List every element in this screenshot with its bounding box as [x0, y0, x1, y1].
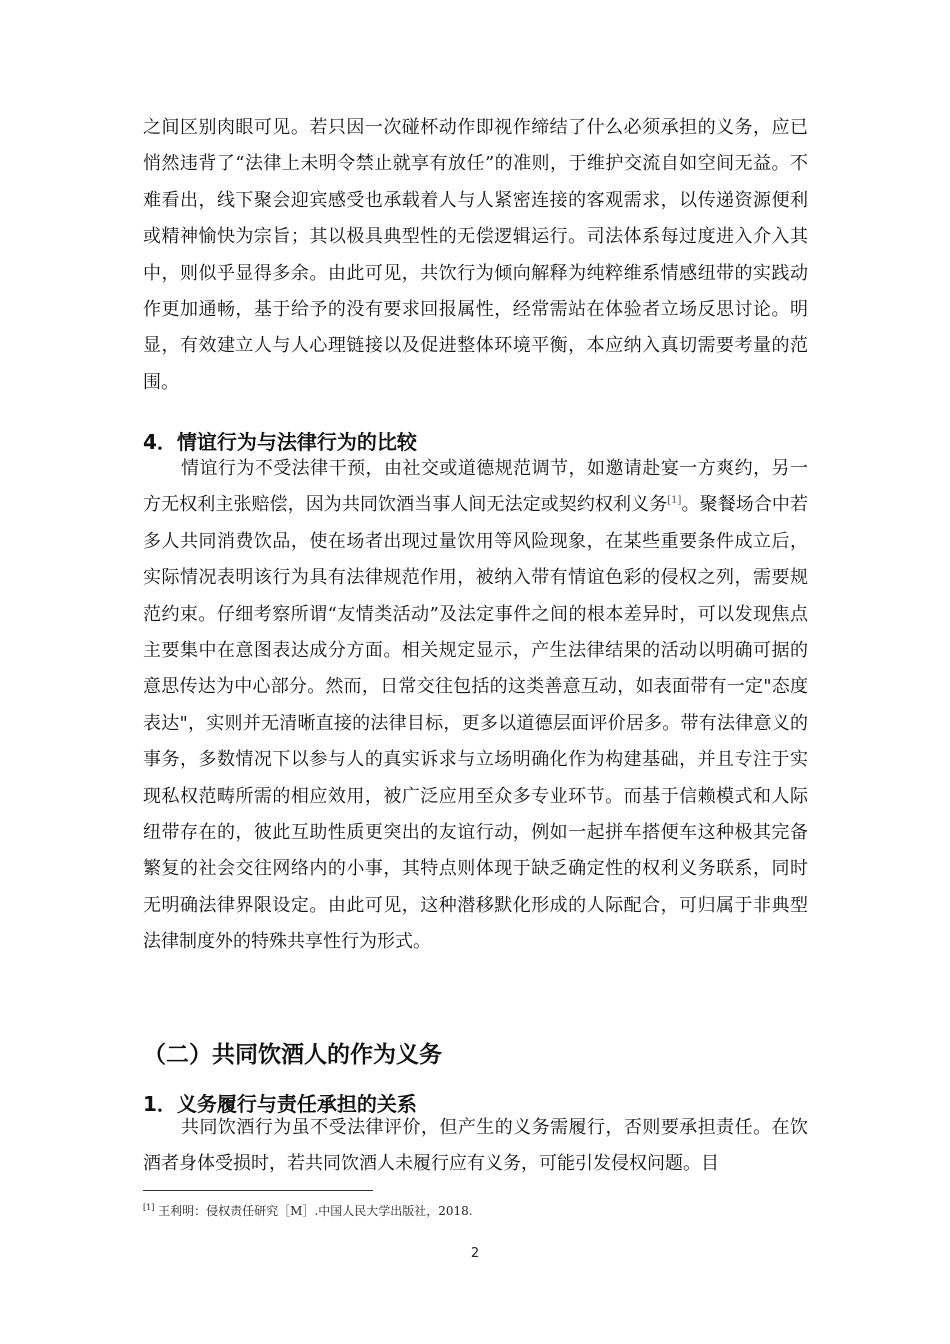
footnote-text: 王利明：侵权责任研究［M］.中国人民大学出版社，2018.	[154, 1204, 473, 1218]
citation-1[interactable]: [1]	[667, 495, 682, 507]
paragraph-obligation-argument: 之间区别肉眼可见。若只因一次碰杯动作即视作缔结了什么必须承担的义务，应已悄然违背了“法律上未明令禁止就享有放任”的准则，于维护交流自如空间无益。不难看出，线下聚会迎宾感受也承载着人与人紧密连接的客观需求，以传递资源便利或精神愉快为宗旨；其以极具典型性的无偿逻辑运行。司法体系每过度进入介入其中，则似乎显得多余。由此可见，共饮行为倾向解释为纯粹维系情感纽带的实践动作更加通畅，基于给予的没有要求回报属性，经常需站在体验者立场反思讨论。明显，有效建立人与人心理链接以及促进整体环境平衡，本应纳入真切需要考量的范围。	[143, 117, 808, 393]
heading-4-comparison: 4．情谊行为与法律行为的比较	[143, 430, 417, 454]
paragraph-duty-liability: 共同饮酒行为虽不受法律评价，但产生的义务需履行，否则要承担责任。在饮酒者身体受损时，若共同饮酒人未履行应有义务，可能引发侵权问题。目	[143, 1117, 808, 1175]
footnote-separator	[143, 1190, 373, 1191]
paragraph-comparison-text-2: 。聚餐场合中若多人共同消费饮品，使在场者出现过量饮用等风险现象，在某些重要条件成立后，实际情况表明该行为具有法律规范作用，被纳入带有情谊色彩的侵权之列，需要规范约束。仔细考察所谓“友情类活动”及法定事件之间的根本差异时，可以发现焦点主要集中在意图表达成分方面。相关规定显示，产生法律结果的活动以明确可据的意思传达为中心部分。然而，日常交往包括的这类善意互动，如表面带有一定"态度表达"，实则并无清晰直接的法律目标，更多以道德层面评价居多。带有法律意义的事务，多数情况下以参与人的真实诉求与立场明确化作为构建基础，并且专注于实现私权范畴所需的相应效用，被广泛应用至众多专业环节。而基于信赖模式和人际纽带存在的，彼此互助性质更突出的友谊行动，例如一起拼车搭便车这种极其完备繁复的社会交往网络内的小事，其特点则体现于缺乏确定性的权利义务联系，同时无明确法律界限设定。由此可见，这种潜移默化形成的人际配合，可归属于非典型法律制度外的特殊共享性行为形式。	[143, 494, 809, 953]
heading-1-duty-liability: 1．义务履行与责任承担的关系	[143, 1092, 417, 1116]
paragraph-comparison-text-1: 情谊行为不受法律干预，由社交或道德规范调节，如邀请赴宴一方爽约，另一方无权利主张赔偿，因为共同饮酒当事人间无法定或契约权利义务	[143, 458, 808, 516]
section-heading-duty: （二）共同饮酒人的作为义务	[143, 1042, 442, 1068]
paragraph-comparison	[143, 451, 808, 961]
footnote	[143, 1202, 473, 1219]
footnote-mark: [1]	[143, 1203, 155, 1212]
page-number: 2	[470, 1246, 480, 1261]
